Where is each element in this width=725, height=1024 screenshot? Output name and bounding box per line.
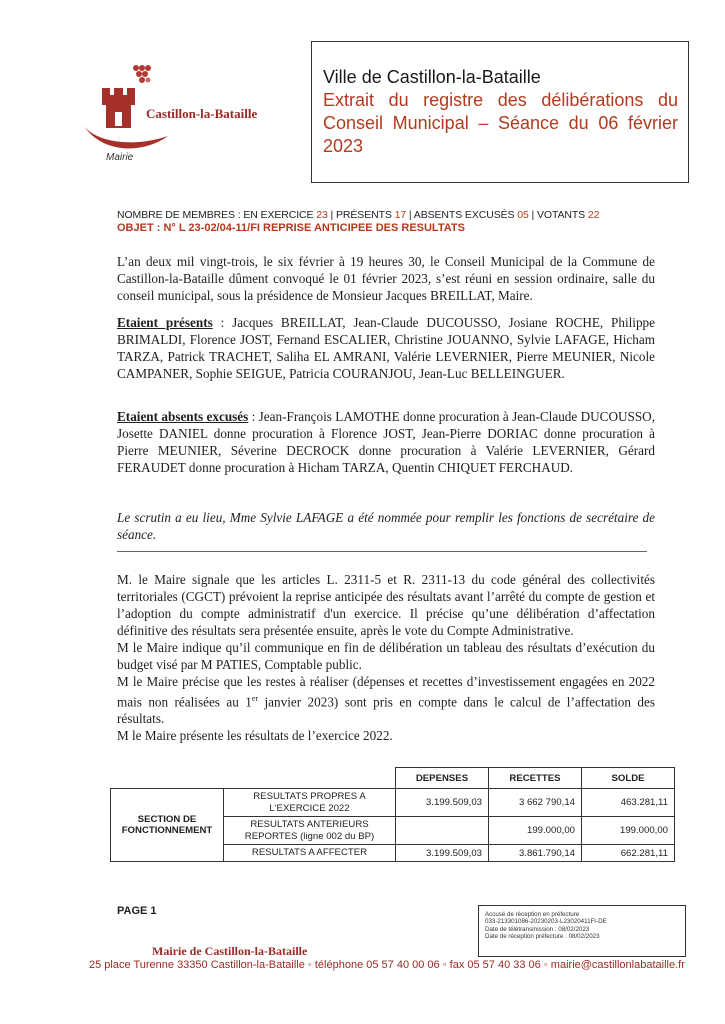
row-label: RESULTATS A AFFECTER — [224, 845, 396, 862]
cell-depenses — [396, 817, 489, 845]
header-solde: SOLDE — [582, 768, 675, 789]
body-paragraph-2: M le Maire indique qu’il communique en fin de délibération un tableau des résultats d’exécution du budget visé par M PATIES, Comptable public. — [117, 640, 655, 672]
logo-subtitle: Mairie — [106, 152, 134, 163]
members-en-exercice: 23 — [316, 209, 328, 221]
body-p3-sup: er — [251, 694, 259, 703]
absents-label: | ABSENTS EXCUSÉS — [406, 209, 518, 221]
cell-recettes: 199.000,00 — [489, 817, 582, 845]
absent-label: Etaient absents excusés — [117, 409, 249, 424]
scrutin-paragraph: Le scrutin a eu lieu, Mme Sylvie LAFAGE a été nommée pour remplir les fonctions de secrétaire de séance. — [117, 510, 655, 542]
deliberation-body — [117, 571, 655, 744]
page-number: PAGE 1 — [117, 905, 157, 917]
separator-line — [117, 551, 647, 552]
votants-label: | VOTANTS — [528, 209, 588, 221]
members-prefix: NOMBRE DE MEMBRES : EN EXERCICE — [117, 209, 317, 221]
body-p3-part-b: janvier 2023) sont pris en compte dans le calcul de l’affectation des résultats. — [117, 694, 655, 727]
members-absents: 05 — [517, 209, 529, 221]
castle-tower-icon — [102, 88, 135, 128]
header-recettes: RECETTES — [489, 768, 582, 789]
row-label: RESULTATS ANTERIEURS REPORTES (ligne 002 du BP) — [224, 817, 396, 845]
presents-label: | PRÉSENTS — [327, 209, 395, 221]
footer-mairie-name: Mairie de Castillon-la-Bataille — [152, 944, 308, 958]
present-list: : Jacques BREILLAT, Jean-Claude DUCOUSSO, Josiane ROCHE, Philippe BRIMALDI, Florence JOST, Fernand ESCALIER, Christine JOUANNO, Sylvie LAFAGE, Hicham TARZA, Patrick TRACHET, Saliha EL AMRANI, Valérie LEVERNIER, Pierre MEUNIER, Nicole CAMPANER, Sophie SEIGUE, Patricia COURANJOU, Jean-Luc BELLEINGUER. — [117, 315, 655, 381]
body-paragraph-4: M le Maire présente les résultats de l’exercice 2022. — [117, 728, 393, 744]
present-label: Etaient présents — [117, 315, 213, 330]
table-row — [111, 789, 675, 817]
footer-address: 25 place Turenne 33350 Castillon-la-Bataille ◦ téléphone 05 57 40 00 06 ◦ fax 05 57 40 33 06 ◦ mairie@castillonlabataille.fr — [89, 959, 685, 971]
river-swoosh — [84, 126, 168, 148]
prefecture-receipt-stamp — [478, 905, 686, 957]
header-box — [311, 41, 689, 183]
extract-title: Extrait du registre des délibérations du Conseil Municipal – Séance du 06 février 2023 — [323, 90, 678, 156]
cell-depenses: 3.199.509,03 — [396, 789, 489, 817]
receipt-line: Accusé de réception en préfecture — [485, 911, 580, 918]
receipt-line: Date de réception préfecture : 08/02/2023 — [485, 932, 600, 940]
logo-name: Castillon-la-Bataille — [146, 106, 258, 121]
grapes-icon — [133, 65, 151, 83]
present-paragraph — [117, 314, 655, 382]
header-depenses: DEPENSES — [396, 768, 489, 789]
objet-line: OBJET : N° L 23-02/04-11/FI REPRISE ANTICIPEE DES RESULTATS — [117, 222, 465, 234]
city-title: Ville de Castillon-la-Bataille — [323, 67, 541, 87]
cell-solde: 662.281,11 — [582, 845, 675, 862]
members-presents: 17 — [394, 209, 407, 221]
body-paragraph-1: M. le Maire signale que les articles L. 2311-5 et R. 2311-13 du code général des collectivités territoriales (CGCT) prévoient la reprise anticipée des résultats avant l’arrêté du compte de gestion et l’adoption du compte administratif d'un exercice. Il précise qu’une délibération d’affectation définitive des résultats sera présentée ensuite, après le vote du Compte Administrative. — [117, 572, 655, 638]
receipt-line: 033-213301086-20230203-L23020411FI-DE — [485, 918, 607, 926]
row-label: RESULTATS PROPRES A L'EXERCICE 2022 — [224, 789, 396, 817]
section-label: SECTION DE FONCTIONNEMENT — [111, 789, 224, 862]
cell-recettes: 3 662 790,14 — [489, 789, 582, 817]
table-header-row — [111, 768, 675, 789]
body-p3-part-a: M le Maire précise que les restes à réaliser (dépenses et recettes d’investissement engagées en 2022 mais non réalisées au 1 — [117, 674, 655, 710]
members-count-line — [117, 209, 677, 221]
results-table — [110, 767, 675, 862]
cell-depenses: 3.199.509,03 — [396, 845, 489, 862]
receipt-line: Date de télétransmission : 08/02/2023 — [485, 925, 590, 933]
intro-paragraph: L’an deux mil vingt-trois, le six février à 19 heures 30, le Conseil Municipal de la Commune de Castillon-la-Bataille dûment convoqué le 01 février 2023, s’est réuni en session ordinaire, salle du conseil municipal, sous la présidence de Monsieur Jacques BREILLAT, Maire. — [117, 254, 655, 303]
cell-solde: 199.000,00 — [582, 817, 675, 845]
members-votants: 22 — [587, 209, 600, 221]
absent-paragraph — [117, 408, 655, 476]
absent-list: : Jean-François LAMOTHE donne procuration à Jean-Claude DUCOUSSO, Josette DANIEL donne procuration à Florence JOST, Jean-Pierre DORIAC donne procuration à Pierre MEUNIER, Séverine DECROCK donne procuration à Valérie LEVERNIER, Gérard FERAUDET donne procuration à Hicham TARZA, Quentin CHIQUET FERCHAUD. — [117, 409, 655, 475]
body-paragraph-3 — [117, 673, 655, 727]
cell-solde: 463.281,11 — [582, 789, 675, 817]
cell-recettes: 3.861.790,14 — [489, 845, 582, 862]
